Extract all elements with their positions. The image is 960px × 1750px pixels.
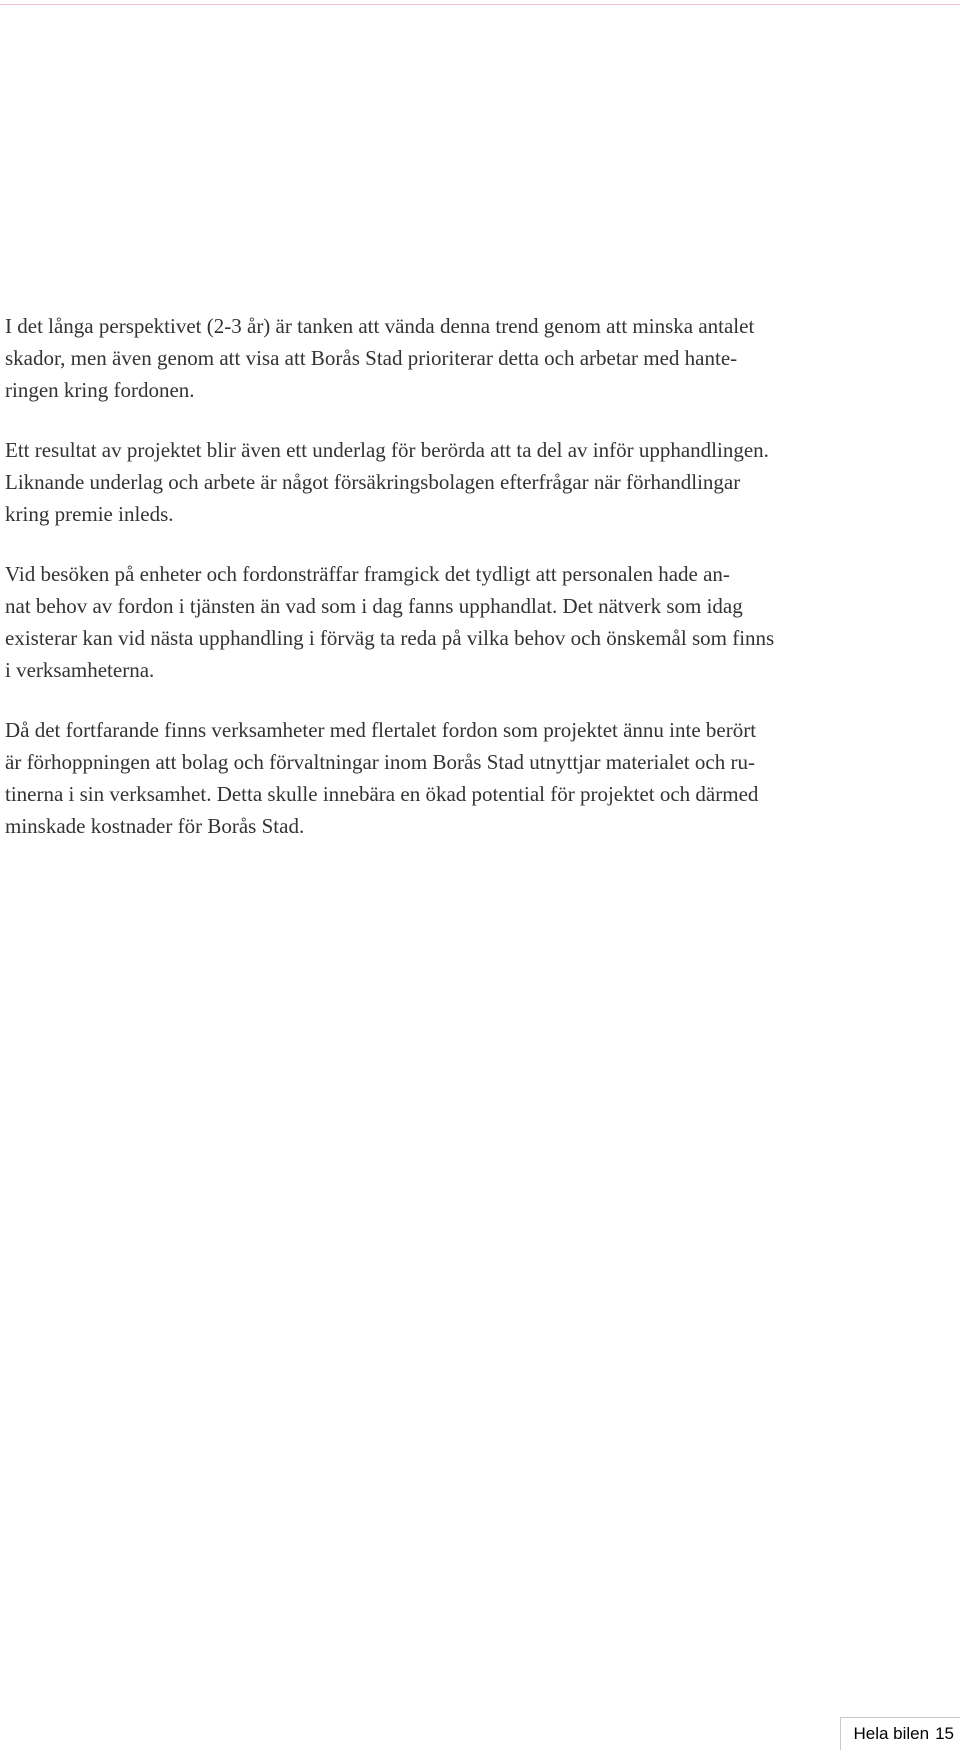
page-footer	[840, 1717, 960, 1750]
text-line: kring premie inleds.	[5, 502, 174, 526]
text-line: i verksamheterna.	[5, 658, 155, 682]
text-line: minskade kostnader för Borås Stad.	[5, 814, 305, 838]
paragraph-4	[5, 714, 955, 842]
footer-label: Hela bilen	[853, 1724, 930, 1743]
paragraph-1	[5, 310, 955, 406]
text-line: nat behov av fordon i tjänsten än vad som i dag fanns upphandlat. Det nätverk som idag	[5, 594, 743, 618]
text-line: skador, men även genom att visa att Borås Stad prioriterar detta och arbetar med hante-	[5, 346, 738, 370]
text-line: Då det fortfarande finns verksamheter med flertalet fordon som projektet ännu inte berört	[5, 718, 757, 742]
document-body	[5, 310, 955, 842]
text-line: ringen kring fordonen.	[5, 378, 195, 402]
text-line: I det långa perspektivet (2-3 år) är tanken att vända denna trend genom att minska antalet	[5, 314, 755, 338]
text-line: tinerna i sin verksamhet. Detta skulle innebära en ökad potential för projektet och därmed	[5, 782, 759, 806]
text-line: Ett resultat av projektet blir även ett underlag för berörda att ta del av inför upphandlingen.	[5, 438, 769, 462]
paragraph-3	[5, 558, 955, 686]
paragraph-2	[5, 434, 955, 530]
text-line: existerar kan vid nästa upphandling i förväg ta reda på vilka behov och önskemål som finns	[5, 626, 775, 650]
top-rule	[0, 4, 960, 5]
text-line: Liknande underlag och arbete är något försäkringsbolagen efterfrågar när förhandlingar	[5, 470, 741, 494]
page-number: 15	[935, 1724, 954, 1743]
text-line: Vid besöken på enheter och fordonsträffar framgick det tydligt att personalen hade an-	[5, 562, 730, 586]
text-line: är förhoppningen att bolag och förvaltningar inom Borås Stad utnyttjar materialet och ru-	[5, 750, 755, 774]
